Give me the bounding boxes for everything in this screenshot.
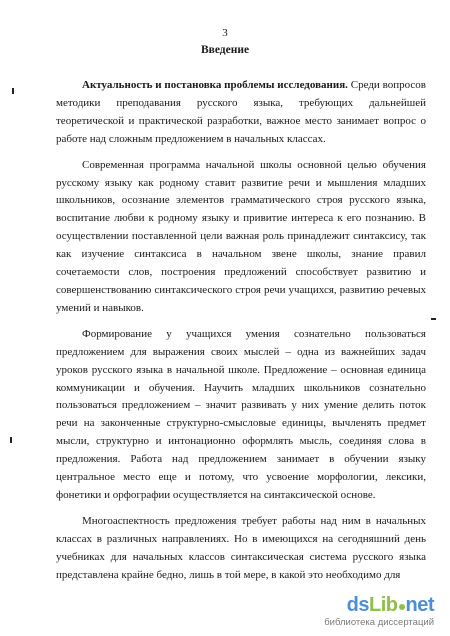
logo-dot (399, 604, 405, 610)
paragraph-4 (56, 513, 426, 585)
paragraph-1-text: Среди вопросов методики преподавания русского языка, требующих дальнейшей теоретической и практической разработки, важное место занимает вопрос о работе над сложным предложением в начальных классах. (56, 79, 426, 145)
paragraph-1-lead: Актуальность и постановка проблемы исследования. (82, 79, 348, 91)
dslib-watermark (314, 594, 434, 628)
paragraph-4-text: Многоаспектность предложения требует работы над ним в начальных классах в различных направлениях. Но в имеющихся на сегодняшний день учебниках для начальных классов синтаксическая система русского языка представлена крайне бедно, лишь в той мере, в какой это необходимо для (56, 514, 426, 581)
dslib-logo (347, 594, 434, 617)
paragraph-3 (56, 326, 426, 505)
logo-lib: Lib (369, 594, 398, 616)
page-title: Введение (200, 44, 250, 56)
scan-mark (12, 88, 14, 94)
scan-mark (431, 318, 436, 320)
logo-tagline: библиотека диссертаций (324, 617, 434, 628)
logo-ds: ds (346, 594, 369, 616)
paragraph-2 (56, 157, 426, 318)
document-body (56, 77, 426, 592)
page-number: 3 (222, 27, 228, 39)
scan-mark (10, 437, 12, 443)
paragraph-2-text: Современная программа начальной школы основной целью обучения русскому языку как родному ставит развитие речи и мышления младших школьников, осознание элементов грамматического строя русского языка, воспитание любви к родному языку и привитие интереса к его познанию. В осуществлении поставленной цели важная роль принадлежит синтаксису, так как изучение синтаксиса в начальном звене школы, знание правил сочетаемости слов, построения предложений способствует развитию и совершенствованию синтаксического строя речи учащихся, развитию речевых умений и навыков. (56, 158, 426, 314)
paragraph-1 (56, 77, 426, 149)
paragraph-3-text: Формирование у учащихся умения сознательно пользоваться предложением для выражения своих мыслей – одна из важнейших задач уроков русского языка в начальной школе. Предложение – основная единица коммуникации и обучения. Научить младших школьников сознательно пользоваться предложением – значит развивать у них умение делить поток речи на законченные структурно-смысловые единицы, вычленять предмет мысли, структурно и интонационно оформлять мысль, соединяя слова в предложения. Работа над предложением занимает в обучении языку центральное место еще и потому, что усвоение морфологии, лексики, фонетики и орфографии осуществляется на синтаксической основе. (56, 327, 426, 501)
logo-net: net (405, 594, 434, 616)
